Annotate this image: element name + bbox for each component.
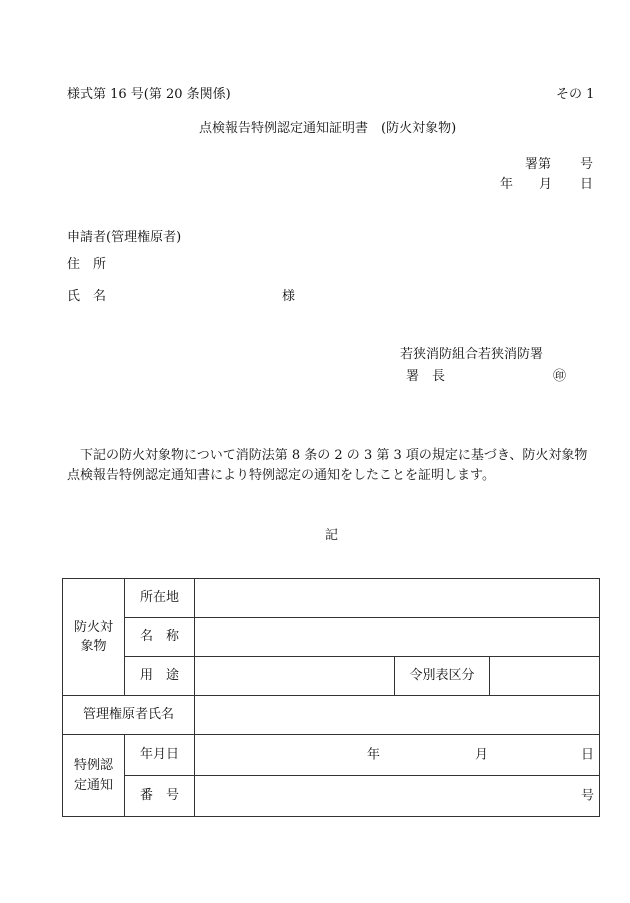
- certification-number-suffix: 号: [581, 788, 595, 804]
- issuer-chief-label: 署 長: [406, 369, 446, 384]
- issuer-organization: 若狭消防組合若狭消防署: [400, 347, 544, 362]
- owner-name-label: 管理権原者氏名: [63, 696, 195, 735]
- owner-name-field[interactable]: [195, 696, 600, 735]
- date-day: 日: [580, 177, 594, 192]
- date-month: 月: [539, 177, 553, 192]
- certification-date-month: 月: [475, 747, 489, 763]
- use-label: 用 途: [125, 657, 195, 696]
- seal-mark: ㊞: [553, 369, 567, 384]
- certification-group-label: [63, 735, 125, 817]
- date-year: 年: [500, 177, 514, 192]
- applicant-honorific: 様: [282, 289, 296, 304]
- applicant-address-label: 住 所: [67, 257, 107, 272]
- object-group-label-line1: 防火対: [73, 619, 113, 635]
- certification-date-day: 日: [581, 747, 595, 763]
- certificate-table: [62, 578, 600, 817]
- classification-label: 令別表区分: [395, 657, 490, 696]
- certification-number-label: 番 号: [125, 776, 195, 817]
- applicant-heading: 申請者(管理権原者): [67, 230, 182, 245]
- location-label: 所在地: [125, 579, 195, 618]
- applicant-name-label: 氏 名: [67, 289, 107, 304]
- doc-number-office: 署第: [525, 157, 552, 172]
- certification-group-label-line1: 特例認: [73, 758, 113, 773]
- object-group-label: [63, 579, 125, 696]
- location-field[interactable]: [195, 579, 600, 618]
- object-group-label-line2: 象物: [80, 639, 107, 654]
- body-text-line2: 点検報告特例認定通知書により特例認定の通知をしたことを証明します。: [67, 468, 495, 483]
- doc-number-suffix: 号: [580, 157, 594, 172]
- certification-group-label-line2: 定通知: [73, 777, 113, 793]
- body-text-line1: 下記の防火対象物について消防法第 8 条の 2 の 3 第 3 項の規定に基づき、防火対象物: [80, 448, 588, 463]
- form-number: 様式第 16 号(第 20 条関係): [67, 87, 231, 102]
- document-title: 点検報告特例認定通知証明書 (防火対象物): [199, 121, 457, 136]
- object-name-field[interactable]: [195, 618, 600, 657]
- use-field[interactable]: [195, 657, 395, 696]
- note-heading: 記: [325, 528, 339, 543]
- certification-number-field[interactable]: [195, 776, 600, 817]
- certification-date-field[interactable]: [195, 735, 600, 776]
- classification-field[interactable]: [490, 657, 600, 696]
- certification-date-year: 年: [367, 747, 381, 763]
- object-name-label: 名 称: [125, 618, 195, 657]
- certification-date-label: 年月日: [125, 735, 195, 776]
- page-label: その 1: [556, 87, 595, 102]
